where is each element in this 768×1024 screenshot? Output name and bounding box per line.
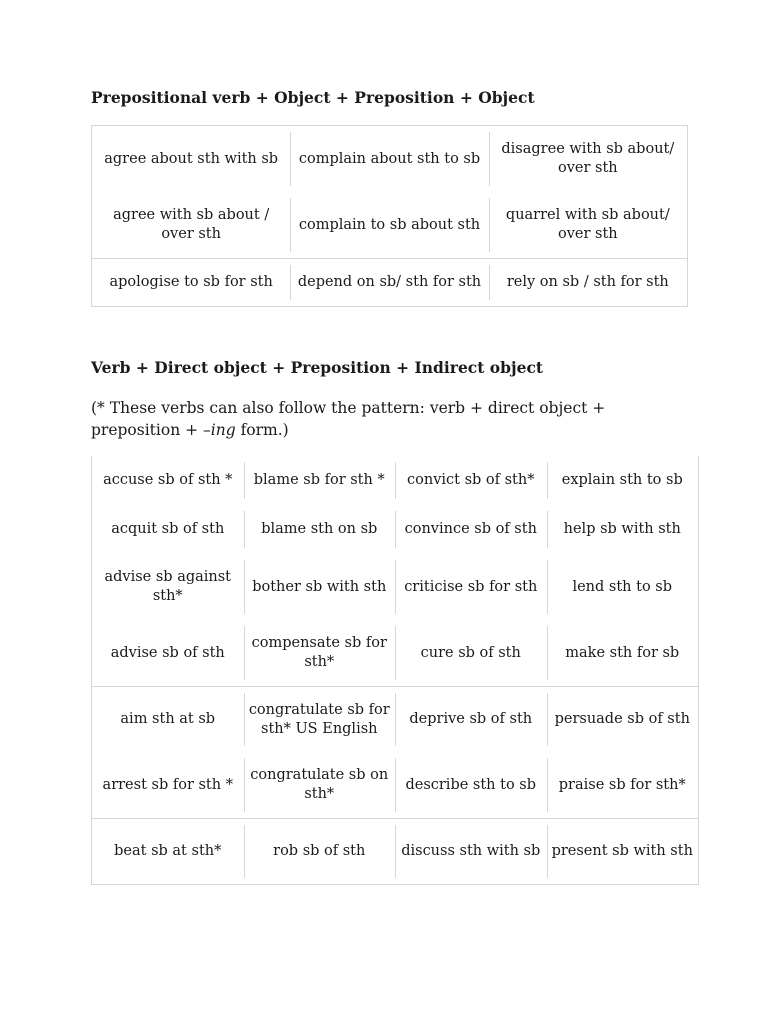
table-cell: rob sb of sth	[244, 819, 396, 884]
table-cell: agree about sth with sb	[104, 150, 279, 167]
table-cell: blame sb for sth *	[244, 456, 396, 505]
table-cell: persuade sb of sth	[547, 687, 699, 752]
table-cell: present sb with sth	[547, 819, 699, 884]
table-cell: congratulate sb on sth*	[244, 752, 396, 818]
table-cell: make sth for sb	[547, 620, 699, 686]
table-cell: complain to sb about sth	[290, 192, 488, 258]
table-cell: deprive sb of sth	[395, 687, 547, 752]
table-cell: disagree with sb about/ over sth	[489, 126, 687, 192]
table-cell: blame sth on sb	[244, 505, 396, 554]
table-cell: congratulate sb for sth* US English	[244, 687, 396, 752]
note-prefix: (* These verbs can also follow the pattern: verb + direct object + preposition + –	[91, 399, 606, 439]
table-cell: convince sb of sth	[395, 505, 547, 554]
table-cell: explain sth to sb	[547, 456, 699, 505]
table-cell: describe sth to sb	[395, 752, 547, 818]
section-1-heading: Prepositional verb + Object + Preposition + Object	[91, 88, 535, 107]
table-cell: bother sb with sth	[244, 554, 396, 620]
note-italic: ing	[210, 421, 236, 439]
table-cell: discuss sth with sb	[395, 819, 547, 884]
pattern-note	[91, 397, 691, 441]
table-cell: advise sb of sth	[110, 644, 225, 661]
table-cell: apologise to sb for sth	[109, 274, 273, 290]
table-cell: praise sb for sth*	[547, 752, 699, 818]
table-row	[92, 752, 698, 818]
table-row	[92, 192, 687, 258]
table-row	[92, 686, 698, 752]
table-cell: help sb with sth	[547, 505, 699, 554]
note-suffix: form.)	[235, 421, 289, 439]
table-cell: lend sth to sb	[547, 554, 699, 620]
table-cell: cure sb of sth	[395, 620, 547, 686]
table-row	[92, 818, 698, 884]
table-cell: advise sb against sth*	[104, 569, 232, 604]
table-cell: acquit sb of sth	[111, 521, 225, 537]
prepositional-verb-table	[91, 125, 688, 307]
table-cell: arrest sb for sth *	[102, 776, 233, 793]
table-row	[92, 258, 687, 306]
table-row	[92, 505, 698, 554]
verb-object-table	[91, 456, 699, 885]
table-cell: aim sth at sb	[120, 711, 216, 727]
table-cell: quarrel with sb about/ over sth	[489, 192, 687, 258]
table-row	[92, 554, 698, 620]
table-cell: beat sb at sth*	[114, 843, 222, 859]
section-2-heading: Verb + Direct object + Preposition + Indirect object	[91, 358, 544, 377]
table-cell: rely on sb / sth for sth	[489, 259, 687, 306]
table-cell: depend on sb/ sth for sth	[290, 259, 488, 306]
table-cell: agree with sb about / over sth	[113, 207, 270, 242]
table-row	[92, 620, 698, 686]
table-cell: complain about sth to sb	[290, 126, 488, 192]
table-cell: compensate sb for sth*	[244, 620, 396, 686]
table-cell: convict sb of sth*	[395, 456, 547, 505]
table-cell: criticise sb for sth	[395, 554, 547, 620]
table-row	[92, 126, 687, 192]
table-row	[92, 456, 698, 505]
table-cell: accuse sb of sth *	[103, 472, 233, 488]
